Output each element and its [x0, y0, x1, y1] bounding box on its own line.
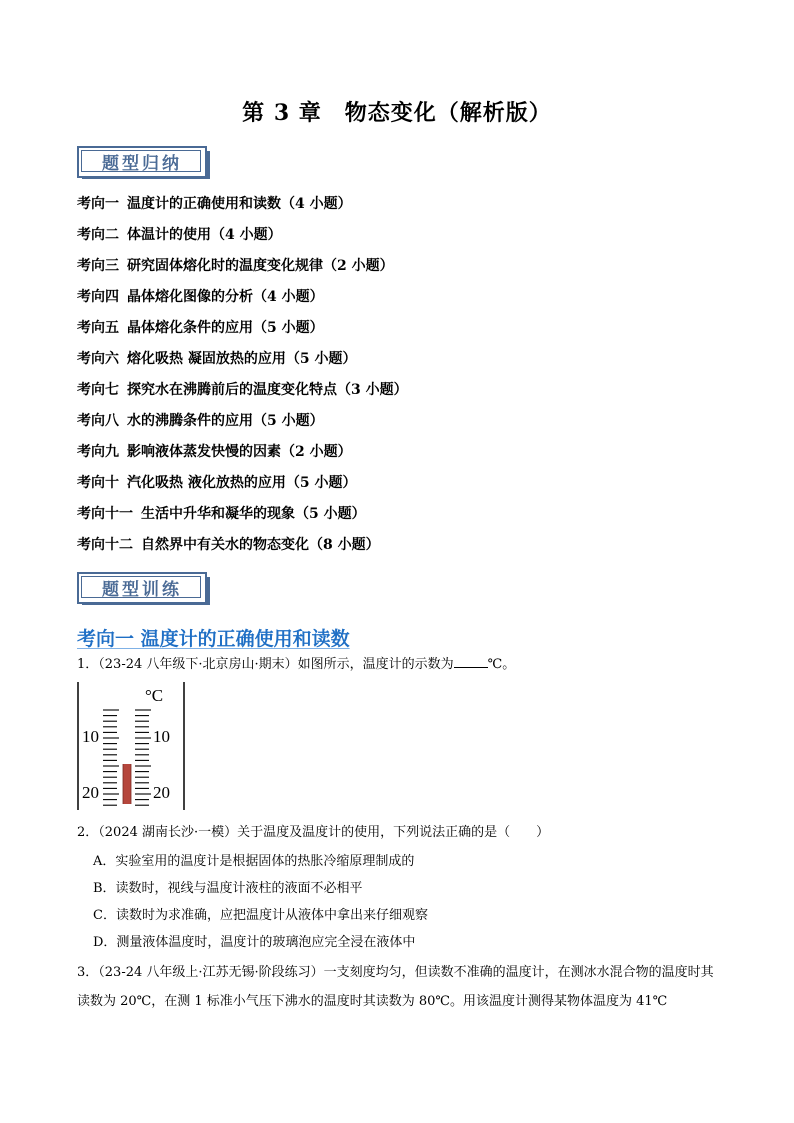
section-tag-summary: [77, 146, 211, 180]
section-heading: 考向一 温度计的正确使用和读数: [77, 628, 350, 650]
option-a: A．实验室用的温度计是根据固体的热胀冷缩原理制成的: [93, 854, 415, 869]
left-scale-label: 20: [82, 783, 99, 802]
topic-item: 考向十二 自然界中有关水的物态变化（8 小题）: [77, 537, 380, 553]
topic-item: 考向八 水的沸腾条件的应用（5 小题）: [77, 413, 324, 429]
question-2: 2．（2024 湖南长沙·一模）关于温度及温度计的使用，下列说法正确的是（ ）: [77, 825, 550, 840]
topic-item: 考向七 探究水在沸腾前后的温度变化特点（3 小题）: [77, 382, 408, 398]
page-title: 第 3 章 物态变化（解析版）: [242, 100, 552, 126]
question-1-stem: 1．（23-24 八年级下·北京房山·期末）如图所示，温度计的示数为: [77, 657, 454, 672]
thermometer-unit: °C: [145, 686, 164, 705]
section-tag-summary-label: 题型归纳: [102, 154, 182, 174]
topic-item: 考向十一 生活中升华和凝华的现象（5 小题）: [77, 506, 366, 522]
right-scale-label: 10: [153, 727, 170, 746]
question-1-unit: ℃。: [487, 657, 516, 672]
answer-blank: [454, 654, 488, 668]
topic-item: 考向三 研究固体熔化时的温度变化规律（2 小题）: [77, 258, 394, 274]
option-b: B．读数时，视线与温度计液柱的液面不必相平: [93, 881, 363, 896]
topic-item: 考向九 影响液体蒸发快慢的因素（2 小题）: [77, 444, 352, 460]
topic-item: 考向一 温度计的正确使用和读数（4 小题）: [77, 196, 352, 212]
section-tag-training: [77, 572, 211, 606]
section-tag-training-label: 题型训练: [102, 580, 182, 600]
topic-item: 考向四 晶体熔化图像的分析（4 小题）: [77, 289, 324, 305]
topic-item: 考向十 汽化吸热 液化放热的应用（5 小题）: [77, 475, 357, 491]
topic-item: 考向二 体温计的使用（4 小题）: [77, 227, 282, 243]
right-scale-label: 20: [153, 783, 170, 802]
topic-list: [77, 194, 408, 566]
left-scale-label: 10: [82, 727, 99, 746]
option-c: C．读数时为求准确，应把温度计从液体中拿出来仔细观察: [93, 908, 428, 923]
liquid-column: [123, 764, 131, 804]
thermometer-figure: [77, 680, 192, 815]
topic-item: 考向六 熔化吸热 凝固放热的应用（5 小题）: [77, 351, 357, 367]
option-d: D．测量液体温度时，温度计的玻璃泡应完全浸在液体中: [93, 935, 416, 950]
topic-item: 考向五 晶体熔化条件的应用（5 小题）: [77, 320, 324, 336]
question-3: 3．（23-24 八年级上·江苏无锡·阶段练习）一支刻度均匀，但读数不准确的温度计，在测冰水混合物的温度时其读数为 20℃，在测 1 标准小气压下沸水的温度时其读数为 80℃。用该温度计测得某物体温度为 41℃: [77, 965, 714, 1009]
question-1: [77, 654, 515, 675]
